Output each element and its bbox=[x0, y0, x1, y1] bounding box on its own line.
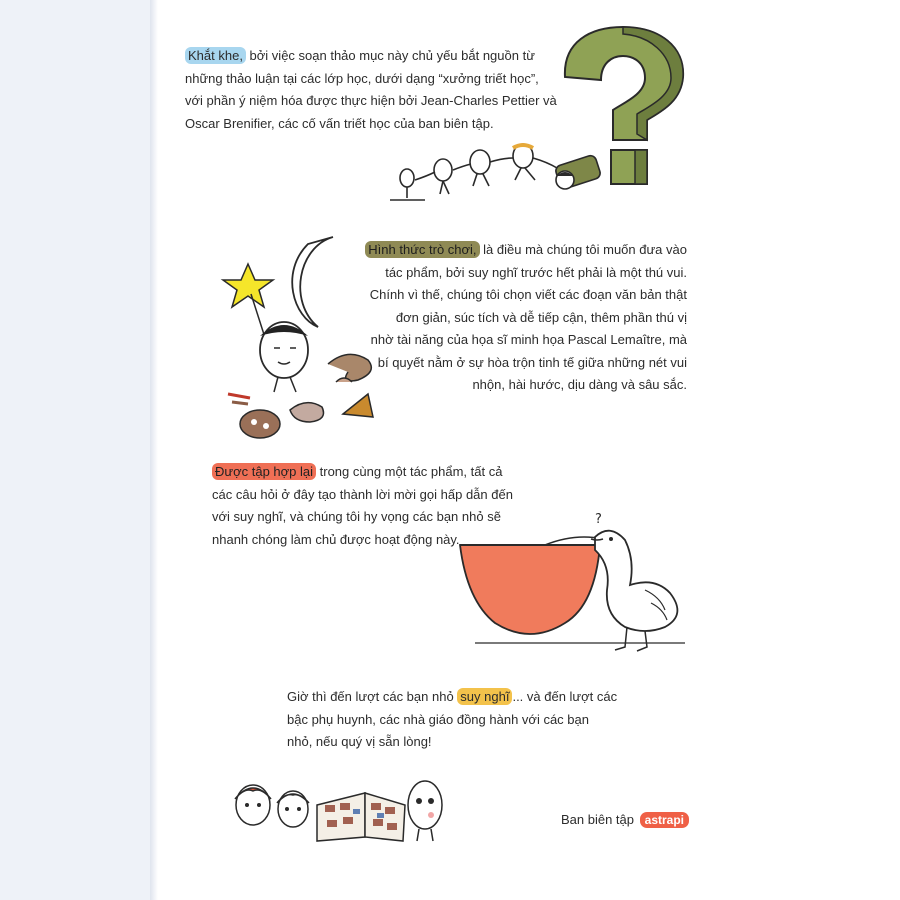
p2-line3: Chính vì thế, chúng tôi chọn viết các đoạn văn bản thật bbox=[369, 287, 687, 302]
p4-line2: bậc phụ huynh, các nhà giáo đồng hành với các bạn bbox=[287, 711, 589, 727]
p3-line1: trong cùng một tác phẩm, tất cả bbox=[316, 464, 503, 479]
p1-line1: bởi việc soạn thảo mục này chủ yếu bắt nguồn từ bbox=[245, 48, 535, 63]
p1-line4: Oscar Brenifier, các cố vấn triết học của ban biên tập. bbox=[185, 115, 494, 131]
p2-line2: tác phẩm, bởi suy nghĩ trước hết phải là một thú vui. bbox=[385, 264, 687, 280]
svg-text:?: ? bbox=[595, 512, 602, 527]
p4-line1-rest: ... và đến lượt các bbox=[512, 689, 618, 704]
bird-bowl-illustration bbox=[455, 505, 705, 655]
paragraph-2 bbox=[365, 239, 687, 397]
paragraph-4 bbox=[287, 686, 617, 754]
paragraph-1 bbox=[185, 45, 557, 135]
star-moon-child-illustration bbox=[218, 232, 393, 442]
p2-line6: bí quyết nằm ở sự hòa trộn tinh tế giữa những nét vui bbox=[377, 354, 687, 370]
page-edge bbox=[150, 0, 158, 900]
p1-line2: những thảo luận tại các lớp học, dưới dạng “xưởng triết học”, bbox=[185, 70, 539, 86]
kids-line-illustration bbox=[385, 140, 610, 202]
p4-line3: nhỏ, nếu quý vị sẵn lòng! bbox=[287, 734, 432, 749]
highlight-hinh-thuc-tro-choi: Hình thức trò chơi, bbox=[365, 241, 479, 258]
p2-line1: là điều mà chúng tôi muốn đưa vào bbox=[479, 242, 687, 257]
p2-line4: đơn giản, súc tích và dễ tiếp cận, thêm phần thú vị bbox=[395, 309, 687, 325]
kids-reading-illustration bbox=[225, 765, 455, 845]
p3-line4: nhanh chóng làm chủ được hoạt động này. bbox=[212, 531, 460, 547]
p1-line3: với phần ý niệm hóa được thực hiện bởi Jean-Charles Pettier và bbox=[185, 93, 557, 108]
page-left-shadow bbox=[0, 0, 157, 900]
signature-text: Ban biên tập bbox=[561, 812, 635, 827]
highlight-suy-nghi: suy nghĩ bbox=[457, 688, 512, 705]
highlight-khat-khe: Khắt khe, bbox=[185, 47, 246, 64]
p2-line5: nhờ tài năng của họa sĩ minh họa Pascal Lemaître, mà bbox=[370, 332, 687, 347]
highlight-duoc-tap-hop-lai: Được tập hợp lại bbox=[212, 463, 316, 480]
p3-line2: các câu hỏi ở đây tạo thành lời mời gọi hấp dẫn đến bbox=[212, 486, 513, 502]
p4-line1-start: Giờ thì đến lượt các bạn nhỏ bbox=[287, 689, 458, 704]
p2-line7: nhộn, hài hước, dịu dàng và sâu sắc. bbox=[472, 377, 687, 392]
p3-line3: với suy nghĩ, và chúng tôi hy vọng các bạn nhỏ sẽ bbox=[212, 509, 501, 524]
signature bbox=[561, 812, 689, 828]
astrapi-logo: astrapi bbox=[640, 812, 689, 828]
